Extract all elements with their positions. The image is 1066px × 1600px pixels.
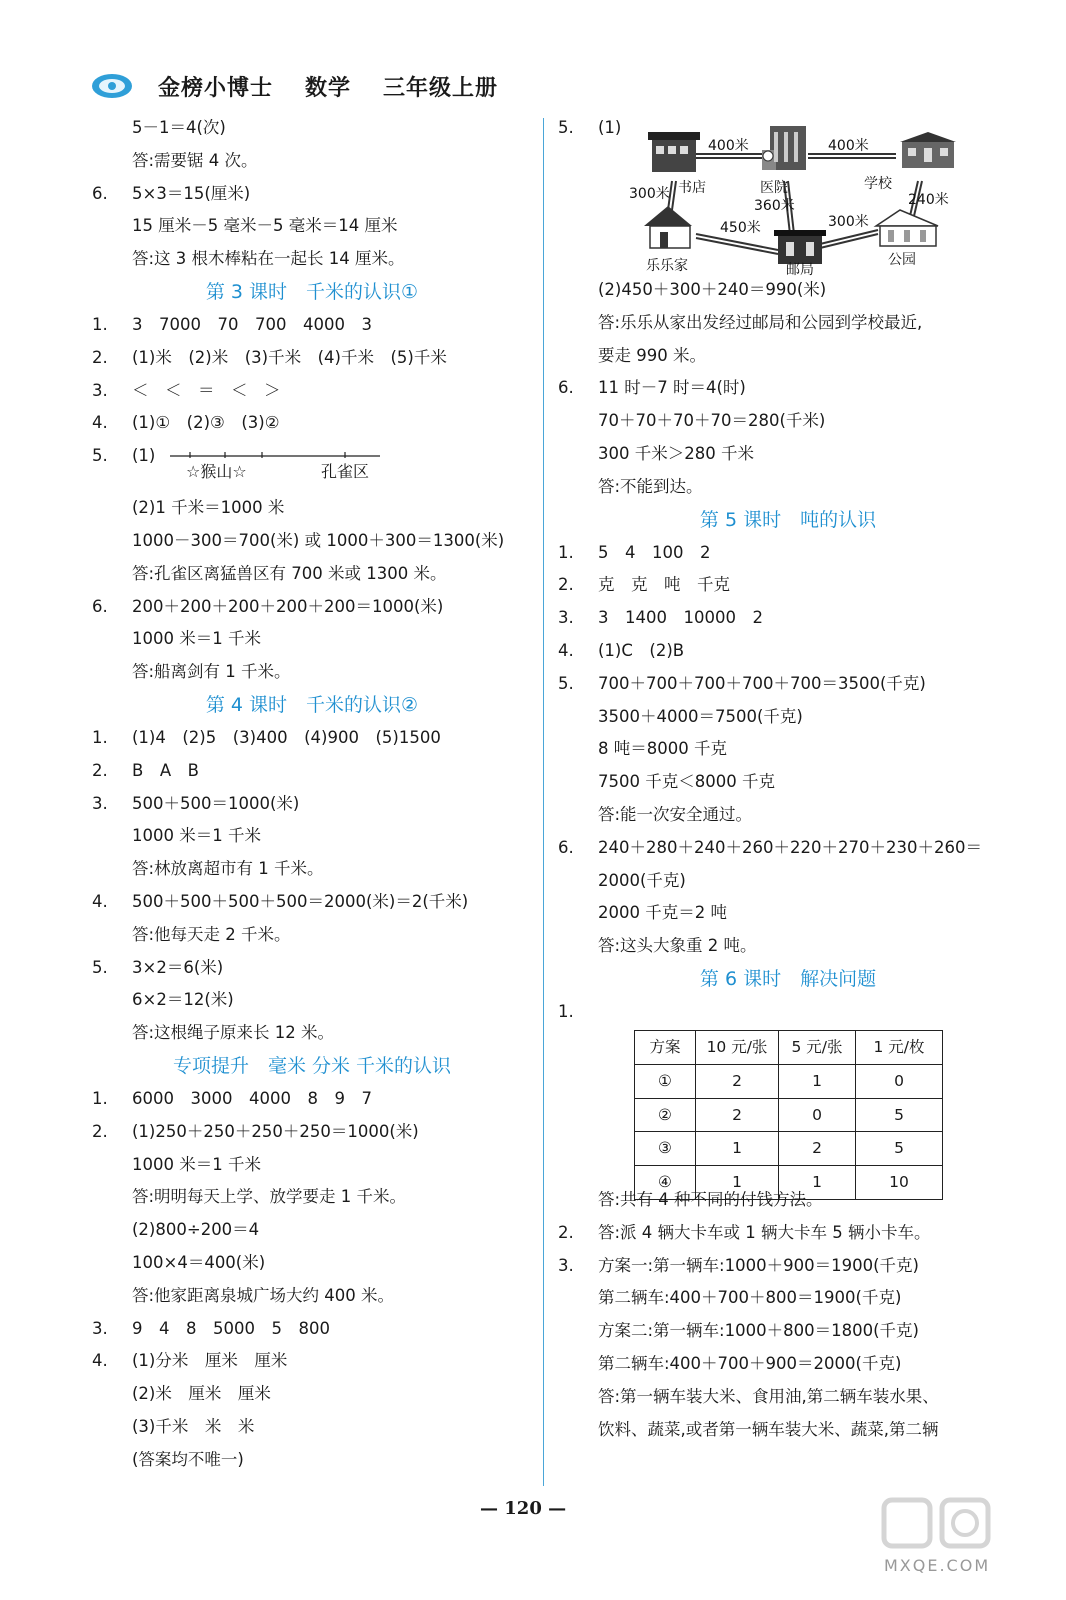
question-number: 4. xyxy=(92,1351,108,1371)
table-cell: 0 xyxy=(856,1064,943,1098)
right-column xyxy=(558,112,1018,1446)
answer-line: 答:能一次安全通过。 xyxy=(598,804,753,824)
table-row xyxy=(635,1132,943,1166)
question-number: 5. xyxy=(92,957,108,977)
question-number: 1. xyxy=(558,542,574,562)
table-cell: 0 xyxy=(779,1098,856,1132)
table-cell: 1 xyxy=(696,1132,779,1166)
number-line-label: 孔雀区 xyxy=(321,462,370,482)
table-row xyxy=(635,1064,943,1098)
question-number: 2. xyxy=(92,1121,108,1141)
answer-line: ＜ ＜ ＝ ＜ ＞ xyxy=(132,380,281,400)
map-place-label: 学校 xyxy=(864,176,892,192)
table-header-cell: 10 元/张 xyxy=(696,1030,779,1064)
watermark-text: MXQE.COM xyxy=(884,1556,991,1575)
answer-line: 答:这头大象重 2 吨。 xyxy=(598,936,757,956)
answer-line: 答:共有 4 种不同的付钱方法。 xyxy=(598,1189,823,1209)
section-title: 专项提升 毫米 分米 千米的认识 xyxy=(172,1054,452,1077)
brand-title: 金榜小博士 xyxy=(158,75,274,101)
answer-line: 答:明明每天上学、放学要走 1 千米。 xyxy=(132,1187,407,1207)
answer-line: 第二辆车:400＋700＋900＝2000(千克) xyxy=(598,1353,902,1373)
answer-line: 70＋70＋70＋70＝280(千米) xyxy=(598,411,826,431)
section-title: 第 3 课时 千米的认识① xyxy=(205,280,419,303)
number-line-label: ☆猴山☆ xyxy=(186,462,247,482)
answer-line: (1) xyxy=(132,446,156,466)
map-distance-label: 400米 xyxy=(828,138,869,154)
map-place-label: 书店 xyxy=(678,180,706,196)
answer-line: (1)4 (2)5 (3)400 (4)900 (5)1500 xyxy=(132,727,441,747)
answer-line: 500＋500＝1000(米) xyxy=(132,793,300,813)
answer-line: 答:乐乐从家出发经过邮局和公园到学校最近, xyxy=(598,312,923,332)
answer-line: 答:他每天走 2 千米。 xyxy=(132,924,291,944)
answer-line: (答案均不唯一) xyxy=(132,1449,244,1469)
question-number: 4. xyxy=(92,413,108,433)
question-number: 3. xyxy=(92,793,108,813)
answer-line: (2)450＋300＋240＝990(米) xyxy=(598,280,827,299)
table-cell: 10 xyxy=(856,1166,943,1200)
post-office-building-icon xyxy=(774,230,826,264)
left-column xyxy=(92,112,532,1476)
map-place-label: 乐乐家 xyxy=(646,258,688,274)
answer-line: 300 千米＞280 千米 xyxy=(598,443,754,463)
answer-line: 15 厘米－5 毫米－5 毫米＝14 厘米 xyxy=(132,216,398,236)
bookstore-building-icon xyxy=(648,132,700,172)
answer-line: (1)米 (2)米 (3)千米 (4)千米 (5)千米 xyxy=(132,347,447,367)
table-header-cell: 5 元/张 xyxy=(779,1030,856,1064)
question-number: 4. xyxy=(92,891,108,911)
question-number: 2. xyxy=(92,760,108,780)
map-distance-label: 400米 xyxy=(708,138,749,154)
question-number: 2. xyxy=(92,347,108,367)
question-number: 3. xyxy=(558,1255,574,1275)
table-cell: 2 xyxy=(696,1098,779,1132)
school-building-icon xyxy=(900,132,956,168)
map-distance-label: 300米 xyxy=(629,186,670,202)
answer-line: 答:船离剑有 1 千米。 xyxy=(132,662,291,682)
answer-line: 6×2＝12(米) xyxy=(132,990,234,1010)
payment-plan-table xyxy=(634,1030,943,1200)
map-distance-label: 240米 xyxy=(908,192,949,208)
table-cell: 1 xyxy=(779,1064,856,1098)
answer-line: 方案二:第一辆车:1000＋800＝1800(千克) xyxy=(598,1321,919,1341)
answer-line: (1)250＋250＋250＋250＝1000(米) xyxy=(132,1121,419,1141)
hospital-building-icon xyxy=(762,126,806,170)
table-cell: ① xyxy=(635,1064,696,1098)
answer-line: 答:他家距离泉城广场大约 400 米。 xyxy=(132,1285,395,1305)
answer-line: (2)米 厘米 厘米 xyxy=(132,1384,271,1404)
answer-line: 1000 米＝1 千米 xyxy=(132,1154,261,1174)
grade-title: 三年级上册 xyxy=(383,75,499,101)
table-header-row xyxy=(635,1030,943,1064)
answer-line: 1000 米＝1 千米 xyxy=(132,629,261,649)
table-cell: ③ xyxy=(635,1132,696,1166)
answer-line: 第二辆车:400＋700＋800＝1900(千克) xyxy=(598,1288,902,1308)
answer-line: 3 7000 70 700 4000 3 xyxy=(132,314,372,334)
answer-line: 3 1400 10000 2 xyxy=(598,608,763,628)
map-distance-label: 360米 xyxy=(754,198,795,214)
answer-line: (2)800÷200＝4 xyxy=(132,1220,260,1240)
answer-line: 答:林放离超市有 1 千米。 xyxy=(132,859,324,879)
table-cell: 5 xyxy=(856,1132,943,1166)
answer-line: 2000 千克＝2 吨 xyxy=(598,903,727,923)
question-number: 6. xyxy=(92,183,108,203)
answer-line: 答:不能到达。 xyxy=(598,476,703,496)
answer-line: 答:第一辆车装大米、食用油,第二辆车装水果、 xyxy=(598,1386,939,1406)
answer-line: 5×3＝15(厘米) xyxy=(132,183,251,203)
table-cell: 2 xyxy=(696,1064,779,1098)
answer-line: 3500＋4000＝7500(千克) xyxy=(598,706,803,726)
answer-line: 200＋200＋200＋200＋200＝1000(米) xyxy=(132,596,444,616)
table-cell: 1 xyxy=(779,1166,856,1200)
answer-line: (3)千米 米 米 xyxy=(132,1416,255,1436)
answer-line: 700＋700＋700＋700＋700＝3500(千克) xyxy=(598,673,926,693)
answer-line: 方案一:第一辆车:1000＋900＝1900(千克) xyxy=(598,1255,919,1275)
park-pavilion-icon xyxy=(876,210,938,246)
answer-line: 答:派 4 辆大卡车或 1 辆大卡车 5 辆小卡车。 xyxy=(598,1222,931,1242)
column-divider xyxy=(543,118,544,1486)
answer-line: (2)1 千米＝1000 米 xyxy=(132,498,285,518)
question-number: 3. xyxy=(92,1318,108,1338)
answer-line: 饮料、蔬菜,或者第一辆车装大米、蔬菜,第二辆 xyxy=(598,1419,939,1439)
route-map xyxy=(629,126,968,278)
question-number: 1. xyxy=(92,1088,108,1108)
section-title: 第 6 课时 解决问题 xyxy=(699,967,877,990)
question-number: 1. xyxy=(92,314,108,334)
map-distance-label: 300米 xyxy=(828,214,869,230)
question-number: 1. xyxy=(558,1001,574,1021)
table-header-cell: 方案 xyxy=(635,1030,696,1064)
answer-line: 100×4＝400(米) xyxy=(132,1252,266,1272)
question-number: 5. xyxy=(92,446,108,466)
answer-line: 克 克 吨 千克 xyxy=(598,575,730,595)
logo-icon xyxy=(92,72,132,100)
answer-line: 答:孔雀区离猛兽区有 700 米或 1300 米。 xyxy=(132,563,447,583)
question-number: 3. xyxy=(92,380,108,400)
answer-line: 2000(千克) xyxy=(598,870,686,890)
answer-line: 500＋500＋500＋500＝2000(米)＝2(千米) xyxy=(132,891,469,911)
question-number: 6. xyxy=(92,596,108,616)
question-number: 3. xyxy=(558,608,574,628)
answer-line: 要走 990 米。 xyxy=(598,345,706,365)
answer-line: 11 时－7 时＝4(时) xyxy=(598,378,746,398)
answer-line: 答:需要锯 4 次。 xyxy=(132,150,258,170)
answer-line: 1000－300＝700(米) 或 1000＋300＝1300(米) xyxy=(132,530,505,550)
map-place-label: 公园 xyxy=(888,252,916,268)
answer-line: B A B xyxy=(132,760,199,780)
question-number: 6. xyxy=(558,378,574,398)
question-number: 4. xyxy=(558,640,574,660)
subject-title: 数学 xyxy=(305,75,352,101)
table-cell: 2 xyxy=(779,1132,856,1166)
map-place-label: 医院 xyxy=(760,180,788,196)
table-cell: ④ xyxy=(635,1166,696,1200)
table-cell: 5 xyxy=(856,1098,943,1132)
answer-line: 240＋280＋240＋260＋220＋270＋230＋260＝ xyxy=(598,837,982,857)
answer-line: (1) xyxy=(598,118,622,137)
table-cell: 1 xyxy=(696,1166,779,1200)
question-number: 6. xyxy=(558,837,574,857)
map-distance-label: 450米 xyxy=(720,220,761,236)
answer-line: 3×2＝6(米) xyxy=(132,957,224,977)
answer-line: 答:这 3 根木棒粘在一起长 14 厘米。 xyxy=(132,249,405,269)
answer-line: 7500 千克＜8000 千克 xyxy=(598,772,775,792)
table-cell: ② xyxy=(635,1098,696,1132)
question-number: 5. xyxy=(558,673,574,693)
answer-line: 5 4 100 2 xyxy=(598,542,711,562)
answer-line: (1)C (2)B xyxy=(598,640,685,660)
page-header xyxy=(92,68,530,104)
page-number: — 120 — xyxy=(480,1498,567,1519)
answer-line: 9 4 8 5000 5 800 xyxy=(132,1318,330,1338)
home-house-icon xyxy=(644,206,692,248)
question-number: 2. xyxy=(558,575,574,595)
section-title: 第 4 课时 千米的认识② xyxy=(205,693,419,716)
answer-line: 答:这根绳子原来长 12 米。 xyxy=(132,1023,335,1043)
answer-line: 8 吨＝8000 千克 xyxy=(598,739,727,759)
section-title: 第 5 课时 吨的认识 xyxy=(699,508,877,531)
table-row xyxy=(635,1098,943,1132)
map-place-label: 邮局 xyxy=(786,262,814,278)
answer-line: (1)① (2)③ (3)② xyxy=(132,413,280,433)
answer-line: 6000 3000 4000 8 9 7 xyxy=(132,1088,372,1108)
question-number: 1. xyxy=(92,727,108,747)
answer-line: (1)分米 厘米 厘米 xyxy=(132,1351,288,1371)
table-header-cell: 1 元/枚 xyxy=(856,1030,943,1064)
answer-line: 5－1＝4(次) xyxy=(132,118,226,137)
answer-line: 1000 米＝1 千米 xyxy=(132,826,261,846)
question-number: 2. xyxy=(558,1222,574,1242)
question-number: 5. xyxy=(558,118,574,137)
